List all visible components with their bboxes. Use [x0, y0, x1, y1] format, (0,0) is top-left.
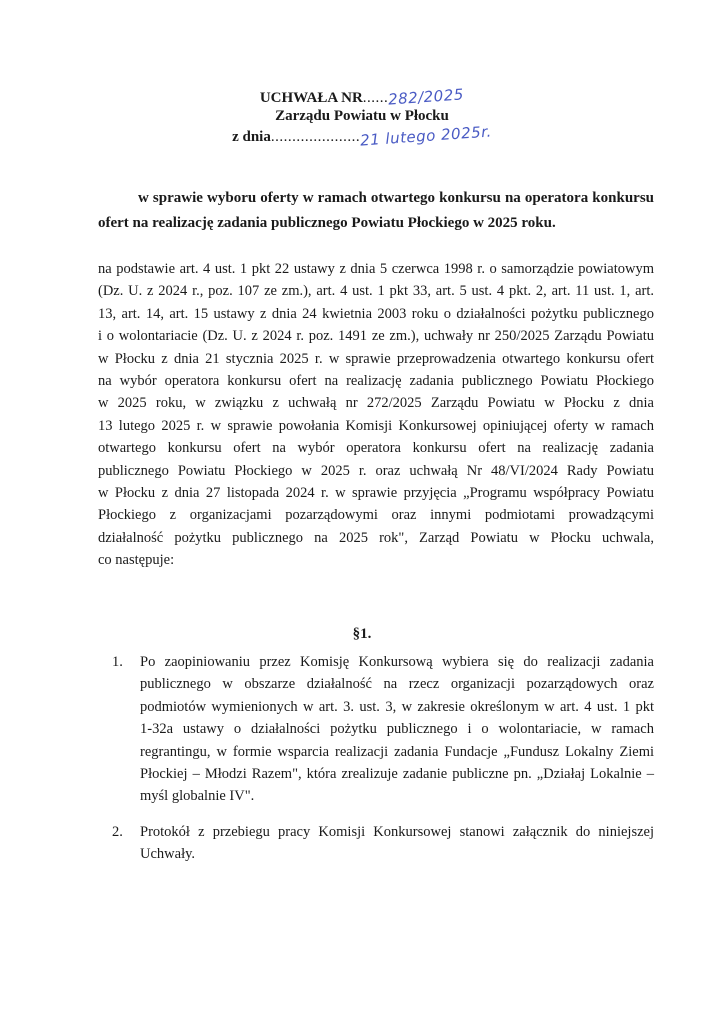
item-line: Protokół z przebiegu pracy Komisji Konkursowej stanowi załącznik do niniejszej [140, 823, 654, 840]
item-line: Płockiej – Młodzi Razem", która zrealizuje zadanie publiczne pn. „Działaj Lokalnie – [140, 766, 654, 783]
resolution-subject [98, 186, 654, 236]
item-line: Uchwały. [140, 846, 196, 863]
paragraph-line: w 2025 roku, w związku z uchwałą nr 272/2025 Zarządu Powiatu w Płocku z dnia [98, 395, 654, 412]
section-items [112, 651, 654, 866]
date-dots: ..................... [270, 129, 361, 145]
handwritten-resolution-number: 282/2025 [387, 85, 465, 109]
item-number: 1. [112, 654, 123, 670]
legal-basis-paragraph [98, 258, 654, 572]
paragraph-line: 13, art. 14, art. 15 ustawy z dnia 24 kwietnia 2003 roku o działalności pożytku publicznego [98, 305, 654, 322]
item-line: Po zaopiniowaniu przez Komisję Konkursową wybiera się do realizacji zadania [140, 654, 654, 670]
item-line: myśl globalnie IV". [140, 788, 255, 805]
subject-line: ofert na realizację zadania publicznego Powiatu Płockiego w 2025 roku. [98, 215, 556, 231]
item-line: regrantingu, w formie wsparcia realizacji zadania Fundacje „Fundusz Lokalny Ziemi [140, 743, 654, 760]
paragraph-line: na podstawie art. 4 ust. 1 pkt 22 ustawy z dnia 5 czerwca 1998 r. o samorządzie powiatowym [98, 261, 654, 277]
paragraph-line: (Dz. U. z 2024 r., poz. 107 ze zm.), art. 4 ust. 1 pkt 33, art. 5 ust. 4 pkt. 2, art. 11 ust. 1, art. [98, 283, 654, 300]
paragraph-line: otwartego konkursu ofert na wybór operatora konkursu ofert na realizację zadania [98, 440, 654, 457]
paragraph-line: co następuje: [98, 552, 175, 569]
paragraph-line: w Płocku z dnia 21 stycznia 2025 r. w sprawie przeprowadzenia otwartego konkursu ofert [98, 350, 654, 367]
item-line: publicznego w obszarze działalność na rzecz organizacji pozarządowych oraz [140, 676, 654, 693]
section-heading: §1. [352, 626, 372, 642]
paragraph-line: na wybór operatora konkursu ofert na realizację zadania publicznego Powiatu Płockiego [98, 373, 654, 390]
paragraph-line: i o wolontariacie (Dz. U. z 2024 r. poz. 1491 ze zm.), uchwały nr 250/2025 Zarządu Powiatu [98, 328, 654, 345]
item-number: 2. [112, 823, 123, 840]
paragraph-line: 13 lutego 2025 r. w sprawie powołania Komisji Konkursowej opiniującej oferty w ramach [98, 417, 654, 434]
item-line: 1-32a ustawy o działalności pożytku publicznego i o wolontariacie, w ramach [140, 721, 654, 738]
list-item [112, 821, 654, 866]
issuing-board: Zarządu Powiatu w Płocku [275, 108, 449, 124]
paragraph-line: działalność pożytku publicznego na 2025 rok", Zarząd Powiatu w Płocku uchwala, [98, 529, 654, 546]
paragraph-line: Płockiego z organizacjami pozarządowymi oraz innymi podmiotami prowadzącymi [98, 507, 654, 524]
item-line: podmiotów wymienionych w art. 3. ust. 3, w zakresie określonym w art. 4 ust. 1 pkt [140, 698, 654, 715]
paragraph-line: publicznego Powiatu Płockiego w 2025 r. oraz uchwałą Nr 48/VI/2024 Rady Powiatu [98, 462, 654, 479]
subject-line: w sprawie wyboru oferty w ramach otwartego konkursu na operatora konkursu [138, 190, 654, 206]
handwritten-date: 21 lutego 2025r. [359, 122, 493, 150]
resolution-date: z dnia.....................21 lutego 2025r. [232, 122, 493, 150]
list-item [112, 651, 654, 808]
title-dots: ...... [362, 90, 389, 106]
paragraph-line: w Płocku z dnia 27 listopada 2024 r. w sprawie przyjęcia „Programu współpracy Powiatu [98, 485, 654, 502]
resolution-title: UCHWAŁA NR......282/2025 [259, 85, 465, 109]
